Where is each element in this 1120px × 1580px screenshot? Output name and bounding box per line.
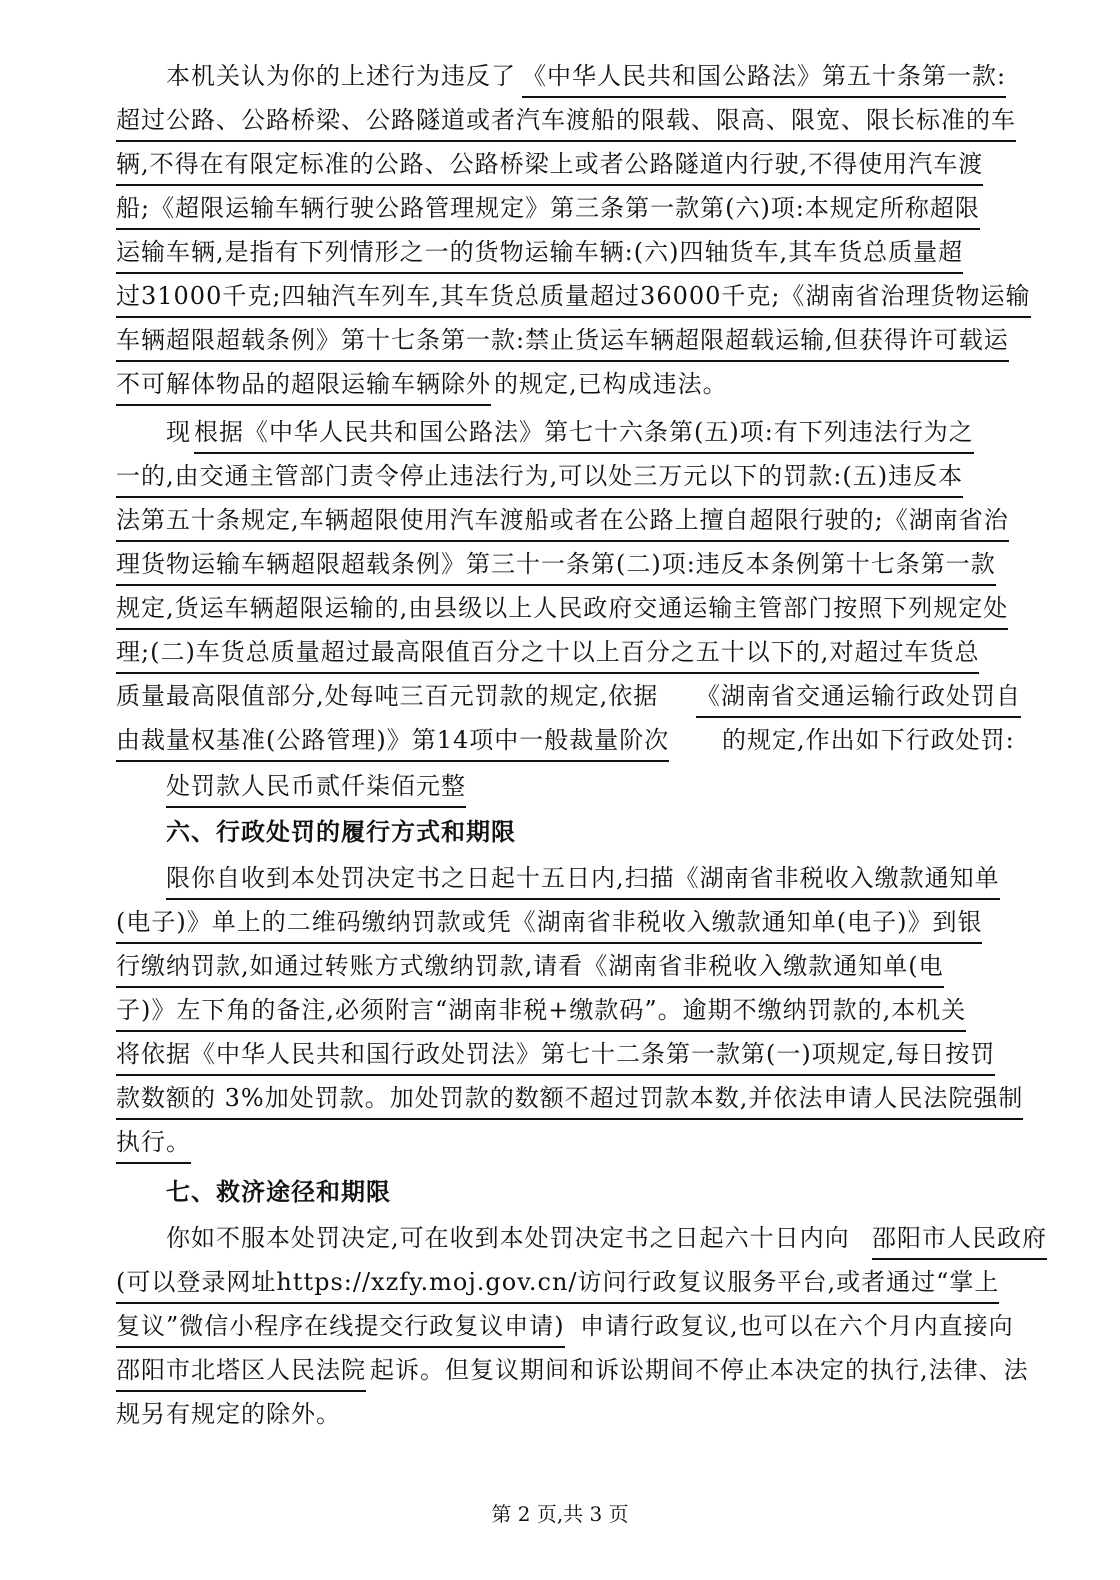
text-run: 的规定,已构成违法。	[494, 370, 728, 398]
payment-text: 子)》左下角的备注,必须附言“湖南非税+缴款码”。逾期不缴纳罚款的,本机关	[116, 992, 966, 1032]
law-text: 船;《超限运输车辆行驶公路管理规定》第三条第一款第(六)项:本规定所称超限	[116, 190, 980, 230]
paragraph-line	[0, 234, 1120, 280]
paragraph-line	[0, 502, 1120, 548]
paragraph-line	[0, 678, 1120, 724]
paragraph-line	[0, 278, 1120, 324]
paragraph-line	[0, 860, 1120, 906]
law-citation: 根据《中华人民共和国公路法》第七十六条第(五)项:有下列违法行为之	[194, 414, 974, 454]
paragraph-line	[0, 146, 1120, 192]
law-text: 一的,由交通主管部门责令停止违法行为,可以处三万元以下的罚款:(五)违反本	[116, 458, 963, 498]
law-text: 运输车辆,是指有下列情形之一的货物运输车辆:(六)四轴货车,其车货总质量超	[116, 234, 963, 274]
law-text: 不可解体物品的超限运输车辆除外	[116, 366, 491, 406]
law-citation: 《中华人民共和国公路法》第五十条第一款:	[522, 58, 1006, 98]
law-text: 理货物运输车辆超限超载条例》第三十一条第(二)项:违反本条例第十七条第一款	[116, 546, 996, 586]
page-number: 第 2 页,共 3 页	[491, 1502, 629, 1526]
text-run: 本机关认为你的上述行为违反了	[166, 62, 516, 90]
payment-text: 限你自收到本处罚决定书之日起十五日内,扫描《湖南省非税收入缴款通知单	[166, 860, 1000, 900]
law-text: 辆,不得在有限定标准的公路、公路桥梁上或者公路隧道内行驶,不得使用汽车渡	[116, 146, 983, 186]
reconsideration-text: 复议”微信小程序在线提交行政复议申请)	[116, 1308, 565, 1348]
reconsideration-text: (可以登录网址https://xzfy.moj.gov.cn/访问行政复议服务平台,或者通过“掌上	[116, 1264, 999, 1304]
payment-text: 执行。	[116, 1124, 191, 1164]
law-text: 车辆超限超载条例》第十七条第一款:禁止货运车辆超限超载运输,但获得许可载运	[116, 322, 1009, 362]
paragraph-line	[0, 1080, 1120, 1126]
paragraph-line	[0, 1308, 1120, 1354]
text-run: 申请行政复议,也可以在六个月内直接向	[580, 1312, 1014, 1340]
paragraph-line	[0, 458, 1120, 504]
paragraph-line	[0, 590, 1120, 636]
text-run: 起诉。但复议期间和诉讼期间不停止本决定的执行,法律、法	[370, 1356, 1029, 1384]
paragraph-line	[0, 634, 1120, 680]
law-text: 过31000千克;四轴汽车列车,其车货总质量超过36000千克;《湖南省治理货物运输	[116, 278, 1031, 318]
paragraph-line	[0, 414, 1120, 460]
law-text: 法第五十条规定,车辆超限使用汽车渡船或者在公路上擅自超限行驶的;《湖南省治	[116, 502, 1009, 542]
text-run: 的规定,作出如下行政处罚:	[722, 726, 1015, 754]
paragraph-line	[0, 948, 1120, 994]
penalty-amount: 处罚款人民币贰仟柒佰元整	[166, 768, 466, 808]
section-heading-line	[0, 1174, 1120, 1220]
paragraph-line	[0, 1036, 1120, 1082]
paragraph-line	[0, 190, 1120, 236]
section-heading: 六、行政处罚的履行方式和期限	[166, 817, 516, 846]
paragraph-line	[0, 1264, 1120, 1310]
law-text: 规定,货运车辆超限运输的,由县级以上人民政府交通运输主管部门按照下列规定处	[116, 590, 1008, 630]
text-run: 你如不服本处罚决定,可在收到本处罚决定书之日起六十日内向	[166, 1224, 850, 1252]
text-run: 规另有规定的除外。	[116, 1400, 341, 1428]
reconsideration-authority: 邵阳市人民政府	[872, 1220, 1047, 1260]
paragraph-line	[0, 366, 1120, 412]
paragraph-line	[0, 1396, 1120, 1442]
law-citation: 《湖南省交通运输行政处罚自	[696, 678, 1021, 718]
law-text: 超过公路、公路桥梁、公路隧道或者汽车渡船的限载、限高、限宽、限长标准的车	[116, 102, 1016, 142]
paragraph-line	[0, 992, 1120, 1038]
paragraph-line	[0, 546, 1120, 592]
section-heading-line	[0, 814, 1120, 860]
paragraph-line	[0, 904, 1120, 950]
paragraph-line	[0, 1124, 1120, 1170]
paragraph-line	[0, 722, 1120, 768]
paragraph-line	[0, 1220, 1120, 1266]
paragraph-line	[0, 102, 1120, 148]
court-name: 邵阳市北塔区人民法院	[116, 1352, 366, 1392]
paragraph-line	[0, 322, 1120, 368]
paragraph-line	[0, 58, 1120, 104]
law-text: 由裁量权基准(公路管理)》第14项中一般裁量阶次	[116, 722, 669, 762]
penalty-line	[0, 768, 1120, 814]
payment-text: 款数额的 3%加处罚款。加处罚款的数额不超过罚款本数,并依法申请人民法院强制	[116, 1080, 1023, 1120]
paragraph-line	[0, 1352, 1120, 1398]
payment-text: 行缴纳罚款,如通过转账方式缴纳罚款,请看《湖南省非税收入缴款通知单(电	[116, 948, 944, 988]
text-run: 质量最高限值部分,处每吨三百元罚款的规定,依据	[116, 682, 659, 710]
text-run: 现	[166, 418, 191, 446]
payment-text: 将依据《中华人民共和国行政处罚法》第七十二条第一款第(一)项规定,每日按罚	[116, 1036, 995, 1076]
law-text: 理;(二)车货总质量超过最高限值百分之十以上百分之五十以下的,对超过车货总	[116, 634, 979, 674]
section-heading: 七、救济途径和期限	[166, 1177, 391, 1206]
payment-text: (电子)》单上的二维码缴纳罚款或凭《湖南省非税收入缴款通知单(电子)》到银	[116, 904, 982, 944]
